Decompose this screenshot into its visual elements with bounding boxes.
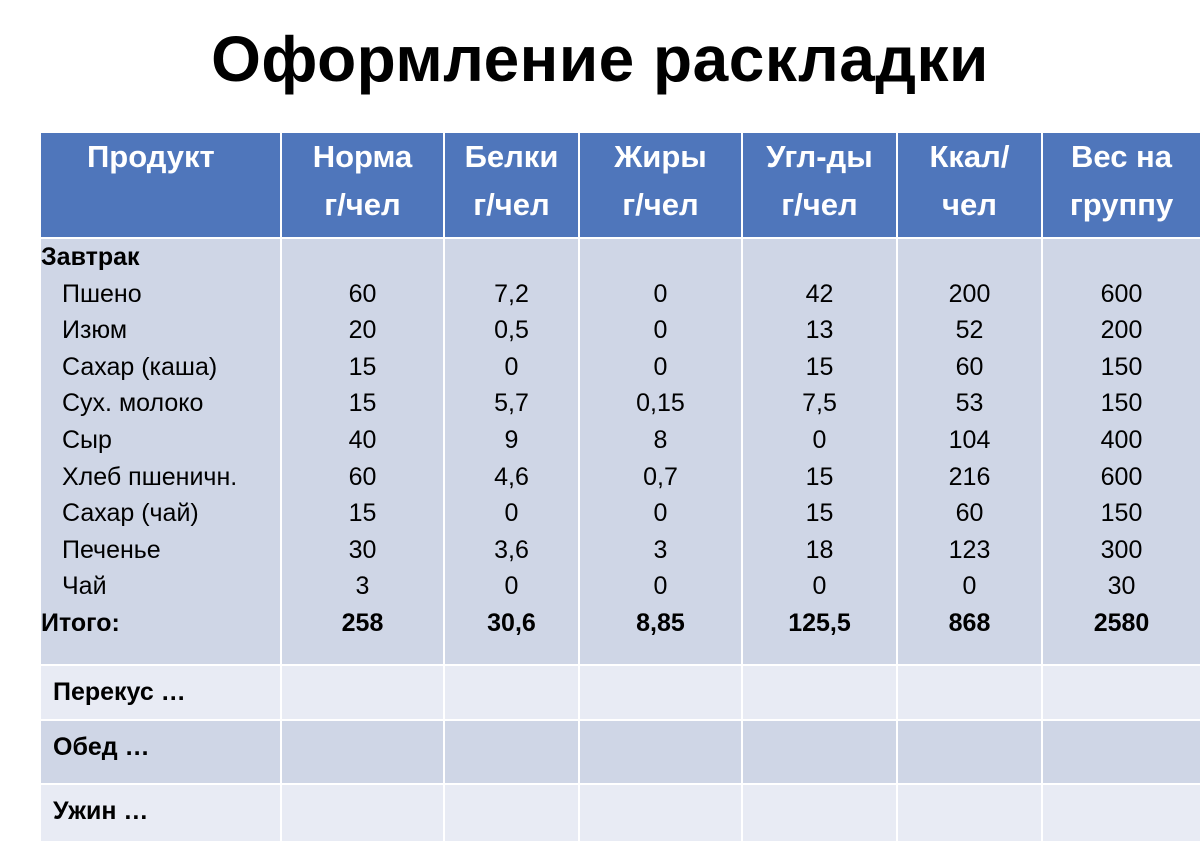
group-weight-value: 30 <box>1107 572 1136 601</box>
fat-value: 0 <box>653 279 668 308</box>
carbs-value: 15 <box>805 462 834 491</box>
header-fat-line2: г/чел <box>622 187 699 222</box>
fat-value: 0 <box>653 499 668 528</box>
breakfast-label: Завтрак <box>41 243 140 271</box>
dinner-row <box>40 784 1200 842</box>
dinner-label-cell <box>40 784 281 842</box>
fat-value: 0 <box>653 572 668 601</box>
breakfast-section <box>40 238 1200 665</box>
protein-value: 0 <box>504 499 519 528</box>
header-carbs <box>742 132 897 238</box>
fat-value: 0,15 <box>636 389 685 418</box>
header-fat <box>579 132 742 238</box>
empty-cell <box>1042 784 1200 842</box>
carbs-value: 42 <box>805 279 834 308</box>
carbs-value: 0 <box>812 572 827 601</box>
empty-cell <box>742 784 897 842</box>
kcal-value: 216 <box>948 462 991 491</box>
header-protein <box>444 132 579 238</box>
carbs-value: 15 <box>805 499 834 528</box>
product-name: Печенье <box>62 535 161 564</box>
group-weight-value: 150 <box>1100 352 1143 381</box>
kcal-column <box>897 238 1042 665</box>
carbs-value: 0 <box>812 425 827 454</box>
kcal-value: 0 <box>962 572 977 601</box>
group-weight-value: 200 <box>1100 316 1143 345</box>
header-fat-line1: Жиры <box>614 139 707 174</box>
group-weight-total: 2580 <box>1093 608 1150 637</box>
header-norm-line2: г/чел <box>324 187 401 222</box>
norm-value: 15 <box>348 389 377 418</box>
protein-value: 9 <box>504 425 519 454</box>
header-kcal <box>897 132 1042 238</box>
protein-value: 4,6 <box>494 462 529 491</box>
protein-value: 5,7 <box>494 389 529 418</box>
header-group-weight-line2: группу <box>1069 187 1174 222</box>
fat-column <box>579 238 742 665</box>
kcal-value: 104 <box>948 425 991 454</box>
empty-cell <box>742 665 897 720</box>
kcal-value: 123 <box>948 535 991 564</box>
empty-cell <box>444 720 579 784</box>
product-name: Сух. молоко <box>62 389 204 418</box>
snack-label: Перекус … <box>53 678 186 706</box>
product-name: Хлеб пшеничн. <box>62 462 238 491</box>
header-norm <box>281 132 444 238</box>
header-carbs-line2: г/чел <box>781 187 858 222</box>
header-kcal-line2: чел <box>942 187 997 222</box>
norm-value: 40 <box>348 425 377 454</box>
group-weight-value: 300 <box>1100 535 1143 564</box>
page-title: Оформление раскладки <box>211 23 989 95</box>
header-protein-line2: г/чел <box>473 187 550 222</box>
group-weight-value: 600 <box>1100 279 1143 308</box>
snack-label-cell <box>40 665 281 720</box>
norm-value: 60 <box>348 462 377 491</box>
carbs-total: 125,5 <box>788 608 851 637</box>
total-label: Итого: <box>41 608 120 637</box>
carbs-value: 7,5 <box>802 389 837 418</box>
group-weight-value: 150 <box>1100 389 1143 418</box>
protein-value: 7,2 <box>494 279 529 308</box>
product-name: Пшено <box>62 279 142 308</box>
lunch-row <box>40 720 1200 784</box>
kcal-value: 53 <box>955 389 984 418</box>
lunch-label: Обед … <box>53 733 150 761</box>
protein-value: 0 <box>504 352 519 381</box>
carbs-column <box>742 238 897 665</box>
empty-cell <box>579 720 742 784</box>
empty-cell <box>444 784 579 842</box>
empty-cell <box>1042 720 1200 784</box>
empty-cell <box>579 665 742 720</box>
protein-value: 0 <box>504 572 519 601</box>
norm-value: 15 <box>348 352 377 381</box>
norm-column <box>281 238 444 665</box>
header-group-weight-line1: Вес на <box>1070 139 1173 174</box>
product-name: Сахар (чай) <box>62 499 199 528</box>
fat-value: 0 <box>653 316 668 345</box>
kcal-value: 60 <box>955 352 984 381</box>
breakfast-products-cell <box>40 238 281 665</box>
fat-value: 0,7 <box>643 462 678 491</box>
norm-value: 20 <box>348 316 377 345</box>
norm-value: 60 <box>348 279 377 308</box>
header-protein-line1: Белки <box>464 139 559 174</box>
lunch-label-cell <box>40 720 281 784</box>
header-carbs-line1: Угл-ды <box>766 139 873 174</box>
kcal-total: 868 <box>948 608 991 637</box>
empty-cell <box>281 784 444 842</box>
carbs-value: 15 <box>805 352 834 381</box>
empty-cell <box>897 784 1042 842</box>
norm-total: 258 <box>341 608 384 637</box>
fat-total: 8,85 <box>636 608 685 637</box>
group-weight-value: 600 <box>1100 462 1143 491</box>
fat-value: 3 <box>653 535 668 564</box>
norm-value: 15 <box>348 499 377 528</box>
protein-value: 3,6 <box>494 535 529 564</box>
empty-cell <box>281 665 444 720</box>
fat-value: 8 <box>653 425 668 454</box>
empty-cell <box>579 784 742 842</box>
empty-cell <box>444 665 579 720</box>
product-name: Сахар (каша) <box>62 352 218 381</box>
header-row <box>40 132 1200 238</box>
ration-table <box>39 131 1200 843</box>
header-norm-line1: Норма <box>312 139 413 174</box>
protein-column <box>444 238 579 665</box>
norm-value: 30 <box>348 535 377 564</box>
snack-row <box>40 665 1200 720</box>
norm-value: 3 <box>355 572 370 601</box>
carbs-value: 13 <box>805 316 834 345</box>
protein-value: 0,5 <box>494 316 529 345</box>
header-product-label: Продукт <box>87 139 215 174</box>
empty-cell <box>742 720 897 784</box>
header-kcal-line1: Ккал/ <box>929 139 1010 174</box>
dinner-label: Ужин … <box>53 797 149 825</box>
empty-cell <box>897 720 1042 784</box>
group-weight-column <box>1042 238 1200 665</box>
fat-value: 0 <box>653 352 668 381</box>
kcal-value: 52 <box>955 316 984 345</box>
header-product <box>40 132 281 238</box>
empty-cell <box>281 720 444 784</box>
kcal-value: 200 <box>948 279 991 308</box>
empty-cell <box>897 665 1042 720</box>
group-weight-value: 400 <box>1100 425 1143 454</box>
kcal-value: 60 <box>955 499 984 528</box>
product-name: Сыр <box>62 425 112 454</box>
header-group-weight <box>1042 132 1200 238</box>
product-name: Изюм <box>62 316 128 345</box>
group-weight-value: 150 <box>1100 499 1143 528</box>
product-name: Чай <box>62 572 107 601</box>
carbs-value: 18 <box>805 535 834 564</box>
protein-total: 30,6 <box>487 608 536 637</box>
empty-cell <box>1042 665 1200 720</box>
